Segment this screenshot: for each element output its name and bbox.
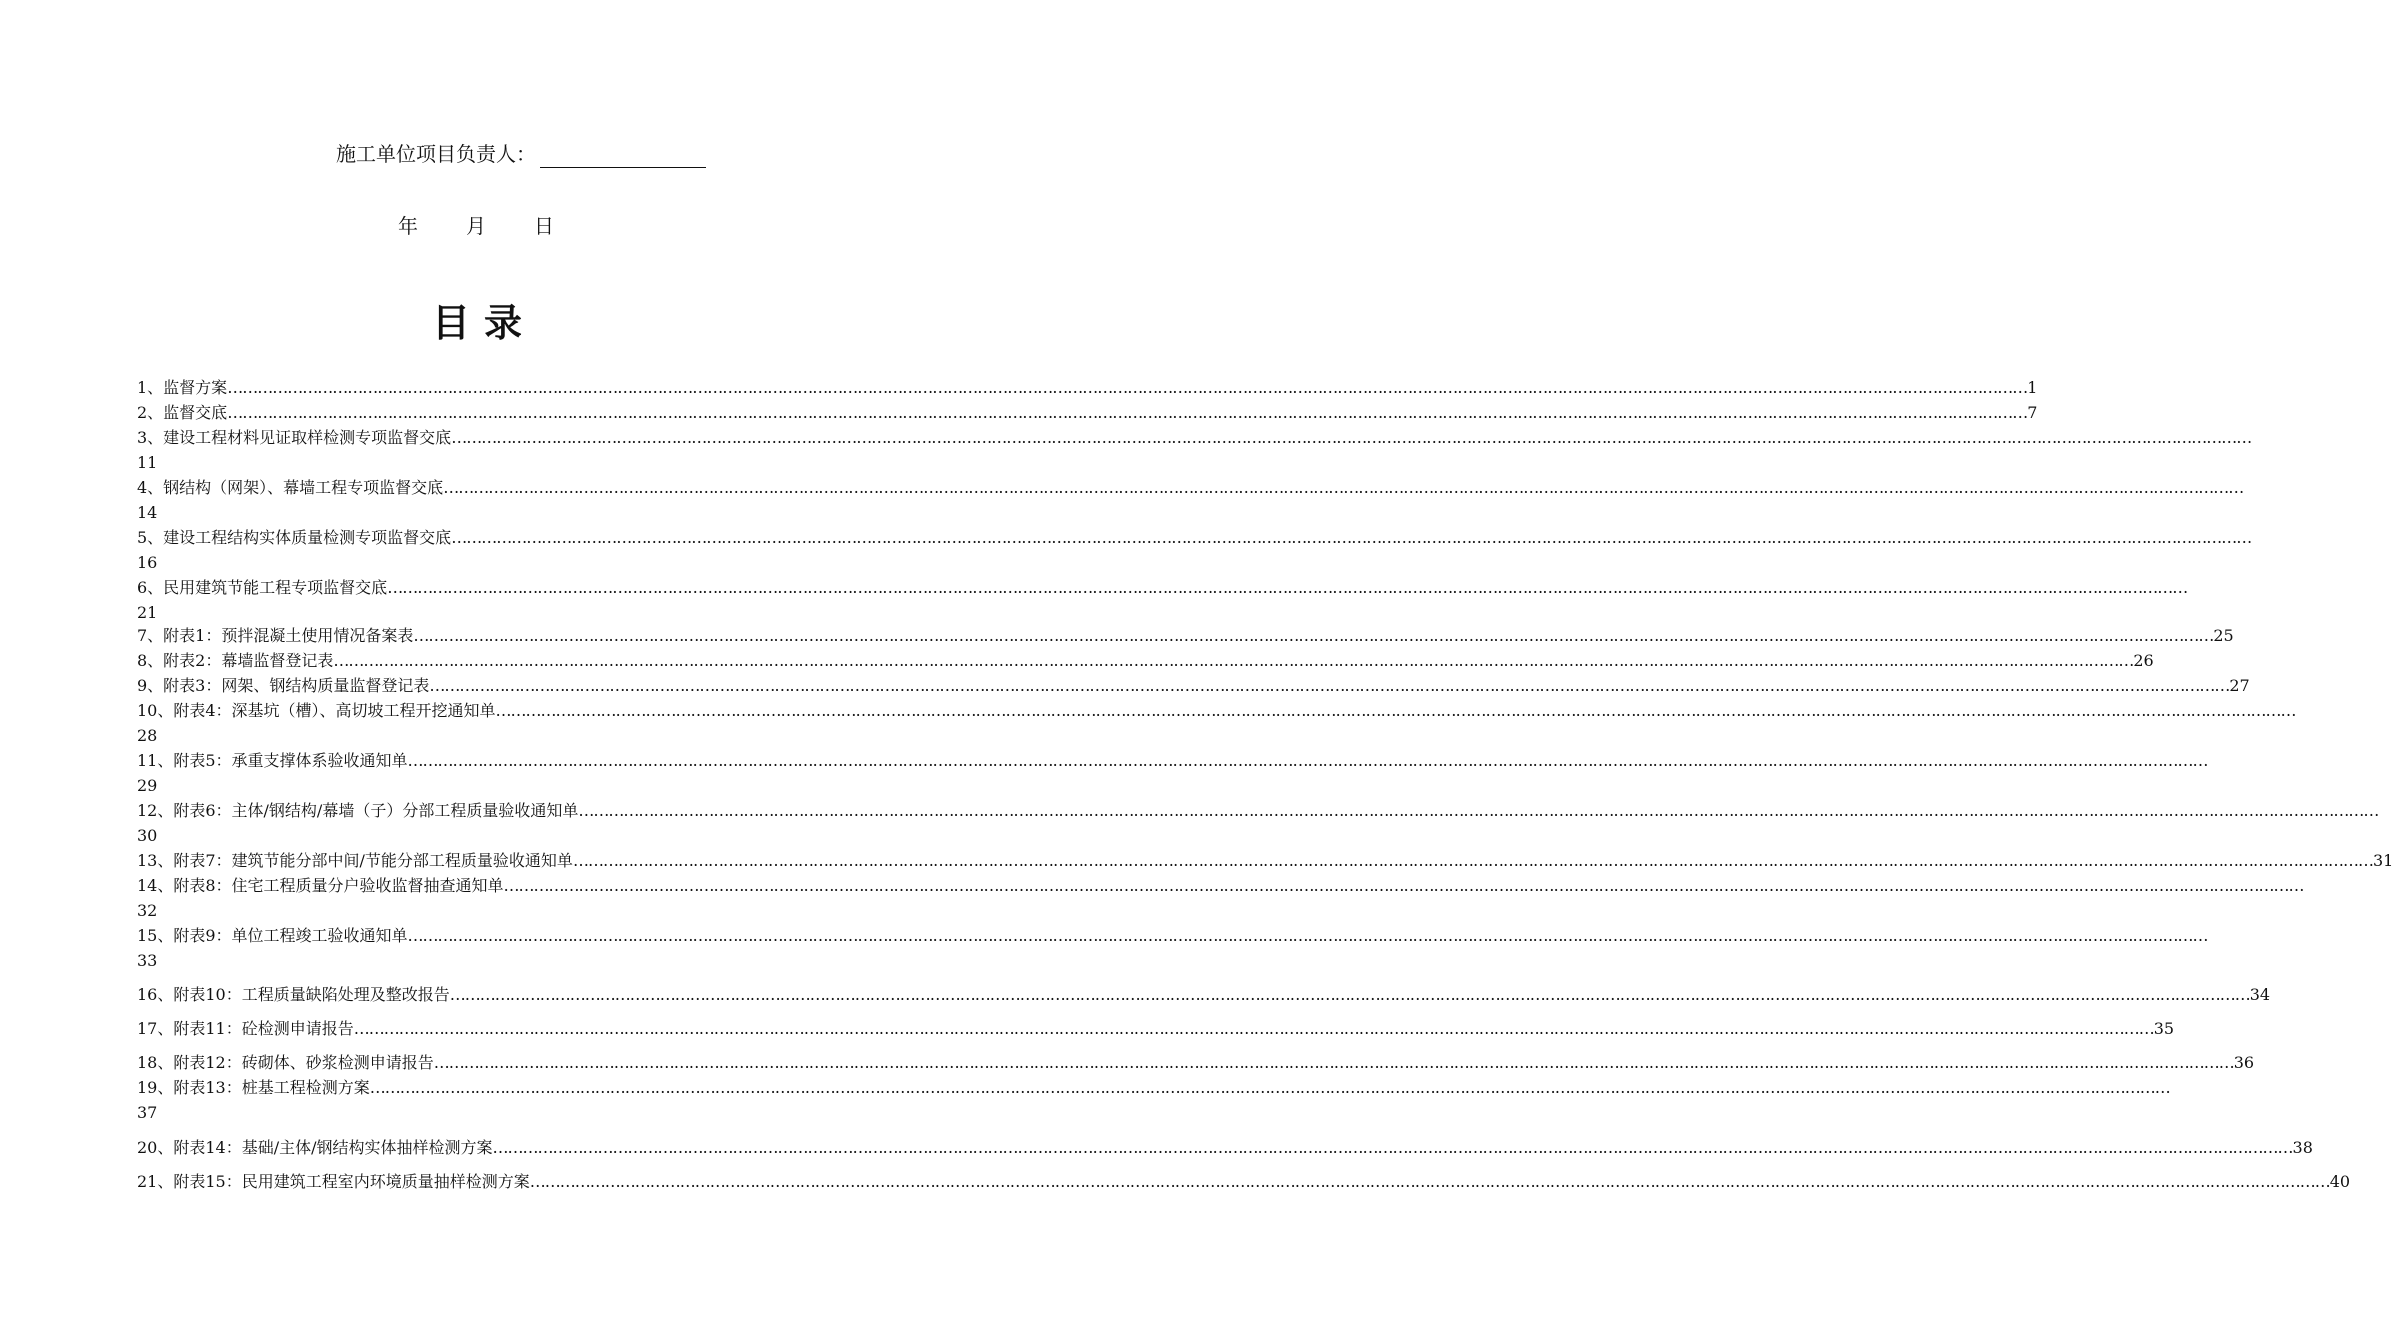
toc-leader-dots: ……………………………………………………………………………………………………………………………………………………………………………………………………………………………………………………………………………………………………………………………… — [413, 626, 2214, 645]
toc-entry — [137, 675, 2250, 697]
toc-leader-dots: ……………………………………………………………………………………………………………………………………………………………………………………………………………………………………………………………………………………………………………………………… — [443, 478, 2244, 497]
toc-leader-dots: ……………………………………………………………………………………………………………………………………………………………………………………………………………………………………………………………………………………………………………………………… — [227, 403, 2028, 422]
toc-leader-dots: ……………………………………………………………………………………………………………………………………………………………………………………………………………………………………………………………………………………………………………………………… — [451, 528, 2252, 547]
toc-entry-page: 38 — [2292, 1138, 2313, 1157]
toc-entry-label: 9、附表3：网架、钢结构质量监督登记表 — [137, 676, 430, 695]
toc-entry-page: 35 — [2153, 1019, 2175, 1038]
toc-entry-page: 31 — [2372, 851, 2393, 870]
toc-entry — [137, 1171, 2351, 1193]
toc-entry-label: 6、民用建筑节能工程专项监督交底 — [137, 578, 388, 597]
toc-entry — [137, 650, 2154, 672]
toc-entry-page: 21 — [137, 603, 158, 622]
toc-entry-label: 4、钢结构（网架）、幕墙工程专项监督交底 — [137, 478, 444, 497]
toc-entry — [137, 427, 2252, 449]
toc-entry-label: 12、附表6：主体/钢结构/幕墙（子）分部工程质量验收通知单 — [137, 801, 579, 820]
toc-entry-label: 7、附表1：预拌混凝土使用情况备案表 — [137, 626, 414, 645]
toc-entry-page: 26 — [2133, 651, 2154, 670]
toc-entry — [137, 1018, 2175, 1040]
toc-entry-page: 25 — [2213, 626, 2234, 645]
toc-leader-dots: ……………………………………………………………………………………………………………………………………………………………………………………………………………………………………………………………………………………………………………………………… — [387, 578, 2188, 597]
toc-entry-label: 5、建设工程结构实体质量检测专项监督交底 — [137, 528, 452, 547]
toc-entry — [137, 700, 2296, 722]
toc-entry — [137, 750, 2208, 772]
signer-line — [336, 140, 706, 168]
toc-entry-label: 17、附表11：砼检测申请报告 — [137, 1019, 354, 1038]
signature-blank — [540, 145, 706, 168]
toc-title: 目录 — [432, 301, 537, 345]
toc-entry-label: 8、附表2：幕墙监督登记表 — [137, 651, 334, 670]
toc-entry-page: 37 — [137, 1103, 158, 1122]
toc-entry-label: 2、监督交底 — [137, 403, 228, 422]
toc-entry-page: 28 — [137, 726, 158, 745]
toc-entry-page: 7 — [2027, 403, 2038, 422]
toc-entry-label: 19、附表13：桩基工程检测方案 — [137, 1078, 370, 1097]
toc-entry — [137, 377, 2038, 399]
toc-leader-dots: ……………………………………………………………………………………………………………………………………………………………………………………………………………………………………………………………………………………………………………………………… — [353, 1019, 2154, 1038]
date-month: 月 — [466, 214, 486, 238]
toc-leader-dots: ……………………………………………………………………………………………………………………………………………………………………………………………………………………………………………………………………………………………………………………………… — [429, 676, 2230, 695]
toc-leader-dots: ……………………………………………………………………………………………………………………………………………………………………………………………………………………………………………………………………………………………………………………………… — [433, 1053, 2234, 1072]
toc-leader-dots: ……………………………………………………………………………………………………………………………………………………………………………………………………………………………………………………………………………………………………………………………… — [407, 926, 2208, 945]
date-year: 年 — [398, 214, 418, 238]
toc-entry-label: 3、建设工程材料见证取样检测专项监督交底 — [137, 428, 452, 447]
toc-leader-dots: ……………………………………………………………………………………………………………………………………………………………………………………………………………………………………………………………………………………………………………………………… — [529, 1172, 2330, 1191]
toc-leader-dots: ……………………………………………………………………………………………………………………………………………………………………………………………………………………………………………………………………………………………………………………………… — [369, 1078, 2170, 1097]
toc-entry-page: 33 — [137, 951, 158, 970]
toc-leader-dots: ……………………………………………………………………………………………………………………………………………………………………………………………………………………………………………………………………………………………………………………………… — [572, 851, 2373, 870]
toc-leader-dots: ……………………………………………………………………………………………………………………………………………………………………………………………………………………………………………………………………………………………………………………………… — [495, 701, 2296, 720]
toc-entry-label: 10、附表4：深基坑（槽）、高切坡工程开挖通知单 — [137, 701, 496, 720]
toc-entry — [137, 1052, 2255, 1074]
toc-entry-label: 18、附表12：砖砌体、砂浆检测申请报告 — [137, 1053, 434, 1072]
toc-leader-dots: ……………………………………………………………………………………………………………………………………………………………………………………………………………………………………………………………………………………………………………………………… — [407, 751, 2208, 770]
toc-entry — [137, 625, 2234, 647]
toc-entry-label: 13、附表7：建筑节能分部中间/节能分部工程质量验收通知单 — [137, 851, 573, 870]
toc-entry — [137, 477, 2244, 499]
toc-entry — [137, 925, 2208, 947]
toc-entry — [137, 850, 2393, 872]
toc-entry-label: 1、监督方案 — [137, 378, 228, 397]
toc-entry-page: 27 — [2229, 676, 2250, 695]
toc-entry — [137, 875, 2304, 897]
date-day: 日 — [534, 214, 554, 238]
toc-entry — [137, 1077, 2170, 1099]
signer-label: 施工单位项目负责人： — [336, 142, 536, 166]
toc-entry — [137, 800, 2379, 822]
toc-leader-dots: ……………………………………………………………………………………………………………………………………………………………………………………………………………………………………………………………………………………………………………………………… — [578, 801, 2379, 820]
toc-leader-dots: ……………………………………………………………………………………………………………………………………………………………………………………………………………………………………………………………………………………………………………………………… — [492, 1138, 2293, 1157]
toc-leader-dots: ……………………………………………………………………………………………………………………………………………………………………………………………………………………………………………………………………………………………………………………………… — [503, 876, 2304, 895]
toc-leader-dots: ……………………………………………………………………………………………………………………………………………………………………………………………………………………………………………………………………………………………………………………………… — [227, 378, 2028, 397]
toc-entry-page: 30 — [137, 826, 158, 845]
toc-entry-page: 14 — [137, 503, 158, 522]
toc-entry-page: 32 — [137, 901, 158, 920]
toc-entry — [137, 577, 2188, 599]
toc-entry-label: 11、附表5：承重支撑体系验收通知单 — [137, 751, 408, 770]
toc-leader-dots: ……………………………………………………………………………………………………………………………………………………………………………………………………………………………………………………………………………………………………………………………… — [449, 985, 2250, 1004]
toc-entry-page: 36 — [2233, 1053, 2255, 1072]
toc-entry-label: 16、附表10：工程质量缺陷处理及整改报告 — [137, 985, 450, 1004]
toc-entry-page: 34 — [2249, 985, 2271, 1004]
toc-entry-page: 1 — [2027, 378, 2038, 397]
date-line — [398, 212, 554, 240]
toc-entry — [137, 1137, 2313, 1159]
toc-entry — [137, 984, 2271, 1006]
toc-entry — [137, 527, 2252, 549]
toc-leader-dots: ……………………………………………………………………………………………………………………………………………………………………………………………………………………………………………………………………………………………………………………………… — [333, 651, 2134, 670]
toc-leader-dots: ……………………………………………………………………………………………………………………………………………………………………………………………………………………………………………………………………………………………………………………………… — [451, 428, 2252, 447]
toc-entry-label: 15、附表9：单位工程竣工验收通知单 — [137, 926, 408, 945]
toc-entry — [137, 402, 2038, 424]
toc-entry-label: 14、附表8：住宅工程质量分户验收监督抽查通知单 — [137, 876, 504, 895]
toc-entry-page: 16 — [137, 553, 158, 572]
toc-entry-label: 20、附表14：基础/主体/钢结构实体抽样检测方案 — [137, 1138, 493, 1157]
toc-entry-page: 11 — [137, 453, 158, 472]
toc-entry-page: 29 — [137, 776, 158, 795]
toc-entry-label: 21、附表15：民用建筑工程室内环境质量抽样检测方案 — [137, 1172, 530, 1191]
toc-entry-page: 40 — [2329, 1172, 2351, 1191]
